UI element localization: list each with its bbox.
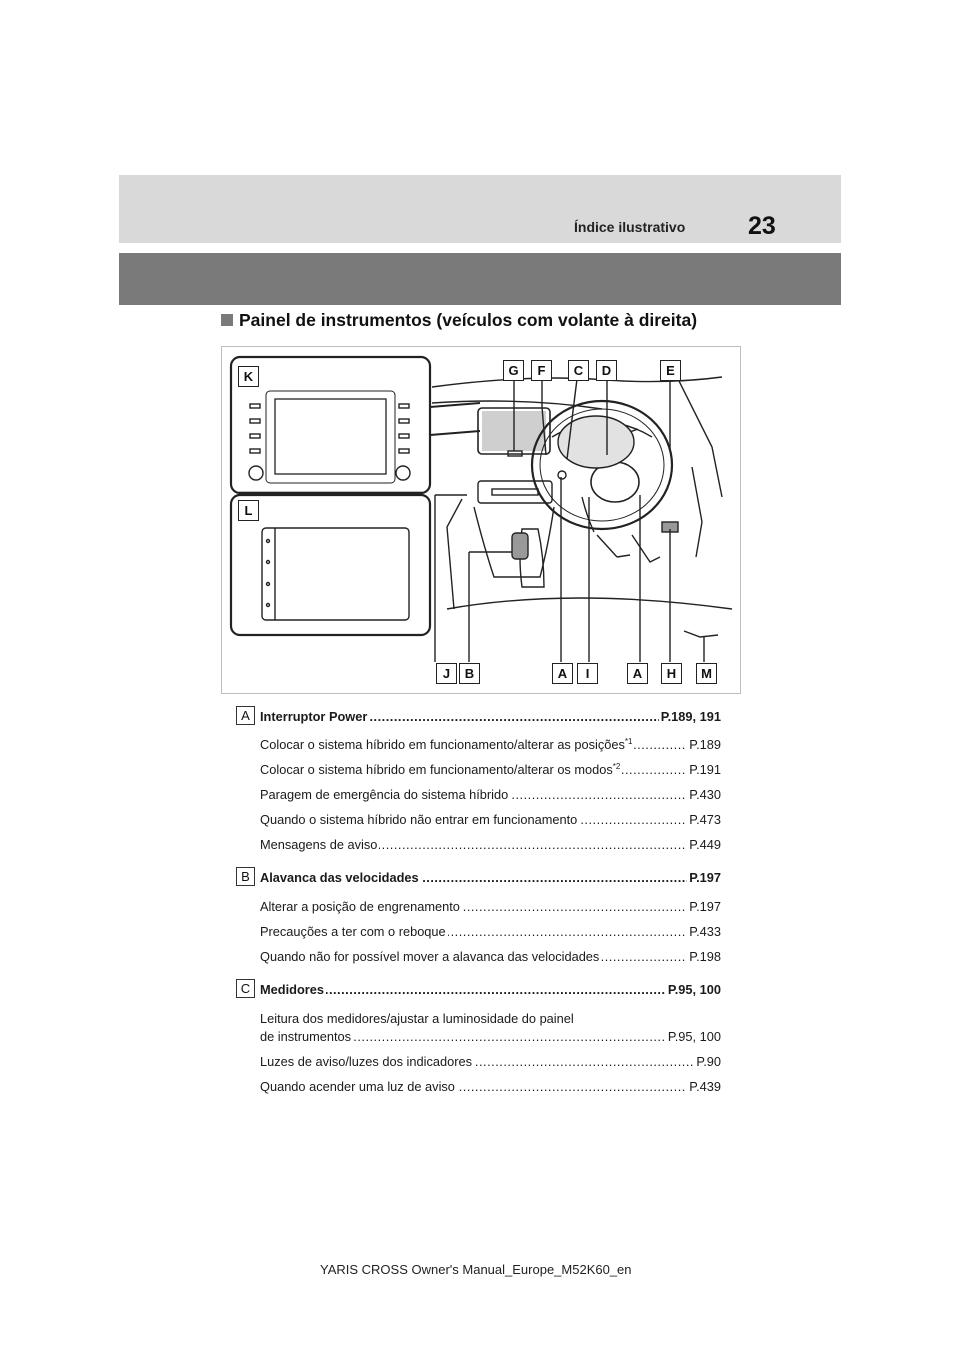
entry-item-label: Colocar o sistema híbrido em funcionamento/alterar os modos [260,762,613,777]
entry-item-label: Quando o sistema híbrido não entrar em funcionamento [260,812,578,827]
header-band [119,175,841,243]
entry-item-ref: P.95, 100 [667,1029,721,1044]
section-title-text: Painel de instrumentos (veículos com volante à direita) [239,310,698,330]
entry-item-label: Alterar a posição de engrenamento [260,899,460,914]
entry-title-ref: P.189, 191 [660,709,721,724]
callout-C: C [568,360,589,381]
entry-item-ref: P.197 [689,899,721,914]
entry-item-label: Quando não for possível mover a alavanca das velocidades [260,949,600,964]
header-dark-band [119,253,841,305]
entry-item-ref: P.473 [689,812,721,827]
entry-item [260,762,721,778]
entry-item-label: Luzes de aviso/luzes dos indicadores [260,1054,472,1069]
entry-item-label: de instrumentos [260,1029,352,1044]
callout-I: I [577,663,598,684]
entry-letter-B: B [236,867,255,886]
dashboard-illustration [221,346,741,694]
entry-item [260,1054,721,1070]
entry-item-label: Paragem de emergência do sistema híbrido [260,787,509,802]
entry-letter-C: C [236,979,255,998]
entry-item [260,837,721,853]
footnote-marker: *2 [612,762,621,771]
callout-G: G [503,360,524,381]
entry-title-ref: P.197 [689,870,721,885]
entry-item-ref: P.191 [689,762,721,777]
entry-title-label: Medidores [260,982,324,997]
page-number: 23 [748,212,776,240]
entry-item-ref: P.439 [689,1079,721,1094]
entry-item [260,899,721,915]
entry-title [260,709,721,725]
callout-H: H [661,663,682,684]
square-bullet-icon [221,314,233,326]
callout-K: K [238,366,259,387]
entry-item [260,949,721,965]
callout-A-2: A [627,663,648,684]
entry-title [260,870,721,886]
entry-item [260,1029,721,1045]
header-title: Índice ilustrativo [574,219,686,235]
footnote-marker: *1 [624,737,633,746]
entry-item-ref: P.430 [689,787,721,802]
entry-item-label: Mensagens de aviso [260,837,378,852]
callout-J: J [436,663,457,684]
entry-item [260,787,721,803]
entry-item [260,737,721,753]
entry-item [260,812,721,828]
entry-title-label: Alavanca das velocidades [260,870,419,885]
section-title [221,310,697,331]
entry-item [260,1079,721,1095]
callout-B: B [459,663,480,684]
callout-L: L [238,500,259,521]
entry-title-ref: P.95, 100 [667,982,721,997]
callout-F: F [531,360,552,381]
entry-item-ref: P.433 [689,924,721,939]
entry-item-ref: P.449 [689,837,721,852]
dashboard-drawing [222,347,740,693]
entry-item-label: Quando acender uma luz de aviso [260,1079,455,1094]
entry-item-line1: Leitura dos medidores/ajustar a luminosidade do painel [260,1011,574,1026]
callout-M: M [696,663,717,684]
entry-title [260,982,721,998]
entry-title-label: Interruptor Power [260,709,368,724]
footer-text: YARIS CROSS Owner's Manual_Europe_M52K60_en [320,1262,632,1277]
callout-A: A [552,663,573,684]
callout-E: E [660,360,681,381]
entry-letter-A: A [236,706,255,725]
entry-item-ref: P.198 [689,949,721,964]
entry-item [260,924,721,940]
entry-item-label: Precauções a ter com o reboque [260,924,446,939]
entry-item-ref: P.90 [696,1054,721,1069]
entry-item-label: Colocar o sistema híbrido em funcionamento/alterar as posições [260,737,625,752]
entry-item-ref: P.189 [689,737,721,752]
callout-D: D [596,360,617,381]
